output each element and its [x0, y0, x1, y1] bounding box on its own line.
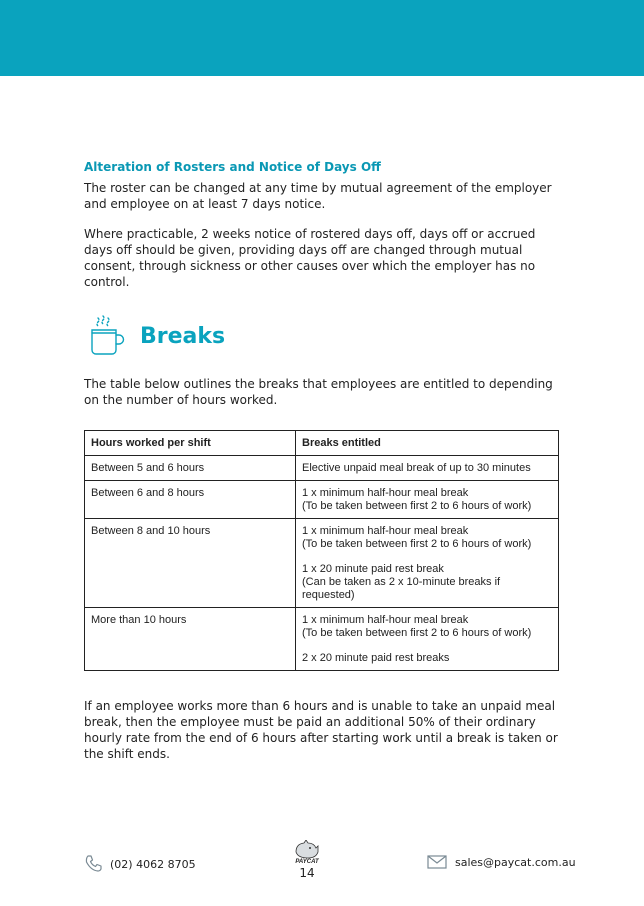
cell-line: (To be taken between first 2 to 6 hours of work): [302, 538, 532, 550]
table-header-row: [85, 431, 559, 456]
cell-line: (To be taken between first 2 to 6 hours of work): [302, 500, 532, 512]
page-number: 14: [299, 866, 315, 880]
hours-cell: Between 8 and 10 hours: [85, 519, 296, 608]
header-band: [0, 0, 644, 76]
cell-line: (Can be taken as 2 x 10-minute breaks if requested): [302, 576, 501, 601]
breaks-heading: [84, 314, 225, 358]
svg-text:PAYCAT: PAYCAT: [295, 859, 319, 864]
column-header: Hours worked per shift: [85, 431, 296, 456]
coffee-cup-icon: [84, 314, 128, 358]
table-row: [85, 456, 559, 481]
roster-section: [84, 160, 564, 304]
cell-line: 1 x 20 minute paid rest break: [302, 563, 444, 575]
paycat-logo: [290, 840, 324, 864]
table-row: [85, 608, 559, 671]
phone-number: (02) 4062 8705: [110, 857, 196, 871]
footer-phone: [84, 854, 196, 874]
breaks-intro: [84, 376, 564, 422]
cell-line: 1 x minimum half-hour meal break: [302, 487, 469, 499]
phone-icon: [84, 854, 104, 874]
hours-cell: Between 6 and 8 hours: [85, 481, 296, 519]
cell-line: 1 x minimum half-hour meal break: [302, 525, 469, 537]
breaks-cell: [296, 456, 559, 481]
paragraph: The table below outlines the breaks that employees are entitled to depending on the number of hours worked.: [84, 377, 553, 407]
hours-cell: More than 10 hours: [85, 608, 296, 671]
column-header: Breaks entitled: [296, 431, 559, 456]
cell-line: 1 x minimum half-hour meal break: [302, 614, 469, 626]
paragraph: Where practicable, 2 weeks notice of rostered days off, days off or accrued days off should be given, providing days off are changed through mutual consent, through sickness or other causes over which the employer has no control.: [84, 227, 536, 289]
paragraph: The roster can be changed at any time by mutual agreement of the employer and employee on at least 7 days notice.: [84, 181, 552, 211]
table-row: [85, 481, 559, 519]
hours-cell: Between 5 and 6 hours: [85, 456, 296, 481]
cell-spacer: [302, 551, 552, 563]
section-title: Alteration of Rosters and Notice of Days Off: [84, 160, 381, 174]
breaks-cell: [296, 608, 559, 671]
paragraph: If an employee works more than 6 hours and is unable to take an unpaid meal break, then the employee must be paid an additional 50% of their ordinary hourly rate from the end of 6 hours after starting work until a break is taken or the shift ends.: [84, 699, 558, 761]
footer-email: [427, 854, 576, 870]
breaks-title: Breaks: [140, 323, 226, 349]
breaks-table: [84, 430, 559, 671]
table-row: [85, 519, 559, 608]
breaks-cell: [296, 481, 559, 519]
breaks-outro: [84, 698, 564, 776]
envelope-icon: [427, 854, 447, 870]
cell-line: 2 x 20 minute paid rest breaks: [302, 652, 450, 664]
cell-spacer: [302, 640, 552, 652]
cell-line: Elective unpaid meal break of up to 30 minutes: [302, 462, 531, 474]
cell-line: (To be taken between first 2 to 6 hours of work): [302, 627, 532, 639]
page-footer: [0, 840, 644, 890]
email-address: sales@paycat.com.au: [455, 855, 576, 869]
breaks-cell: [296, 519, 559, 608]
